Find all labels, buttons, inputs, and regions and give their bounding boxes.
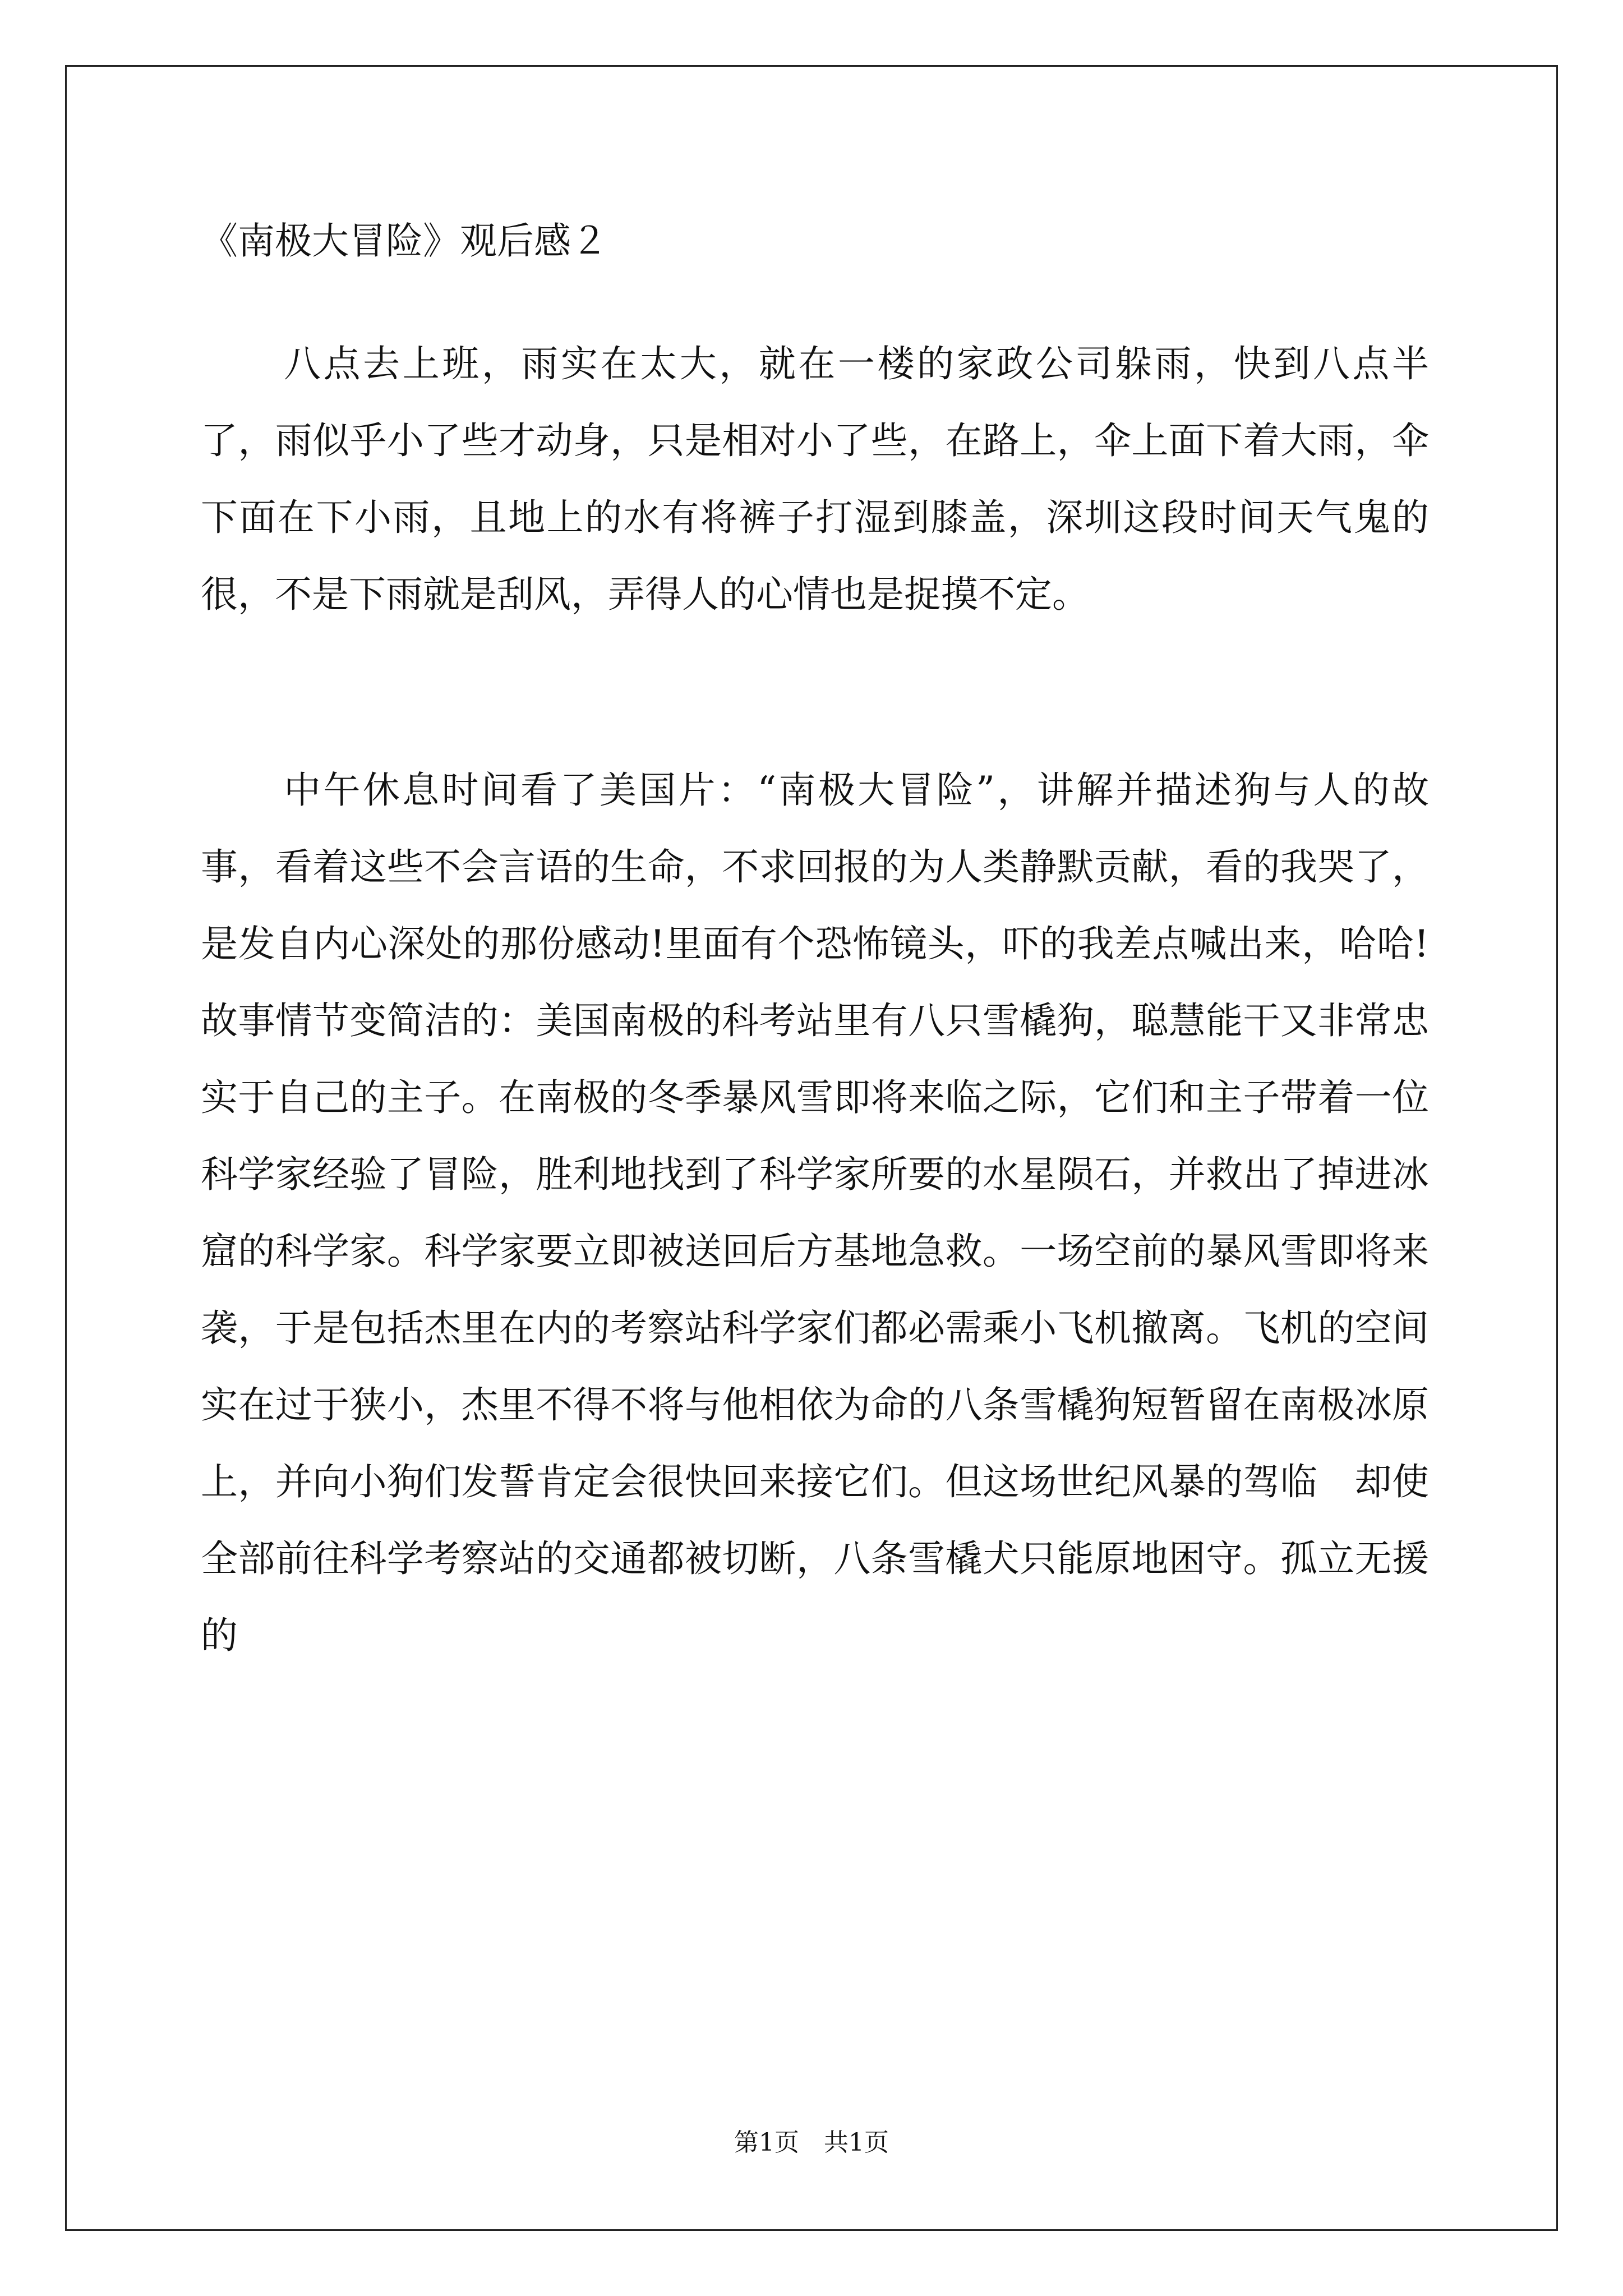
document-title: 《南极大冒险》观后感２ <box>201 219 608 263</box>
body-paragraph-1: 八点去上班，雨实在太大，就在一楼的家政公司躲雨，快到八点半了，雨似乎小了些才动身，只是相对小了些，在路上，伞上面下着大雨，伞下面在下小雨，且地上的水有将裤子打湿到膝盖，深圳这段时间天气鬼的很，不是下雨就是刮风，弄得人的心情也是捉摸不定。 <box>201 342 1429 616</box>
body-paragraph-2: 中午休息时间看了美国片：“南极大冒险”，讲解并描述狗与人的故事，看着这些不会言语的生命，不求回报的为人类静默贡献，看的我哭了，是发自内心深处的那份感动!里面有个恐怖镜头，吓的我差点喊出来，哈哈!故事情节变简洁的：美国南极的科考站里有八只雪橇狗，聪慧能干又非常忠实于自己的主子。在南极的冬季暴风雪即将来临之际，它们和主子带着一位科学家经验了冒险，胜利地找到了科学家所要的水星陨石，并救出了掉进冰窟的科学家。科学家要立即被送回后方基地急救。一场空前的暴风雪即将来袭，于是包括杰里在内的考察站科学家们都必需乘小飞机撤离。飞机的空间实在过于狭小，杰里不得不将与他相依为命的八条雪橇狗短暂留在南极冰原上，并向小狗们发誓肯定会很快回来接它们。但这场世纪风暴的驾临 却使全部前往科学考察站的交通都被切断，八条雪橇犬只能原地困守。孤立无援的 <box>201 769 1429 1657</box>
page-number-footer: 第1页 共1页 <box>734 2128 889 2157</box>
